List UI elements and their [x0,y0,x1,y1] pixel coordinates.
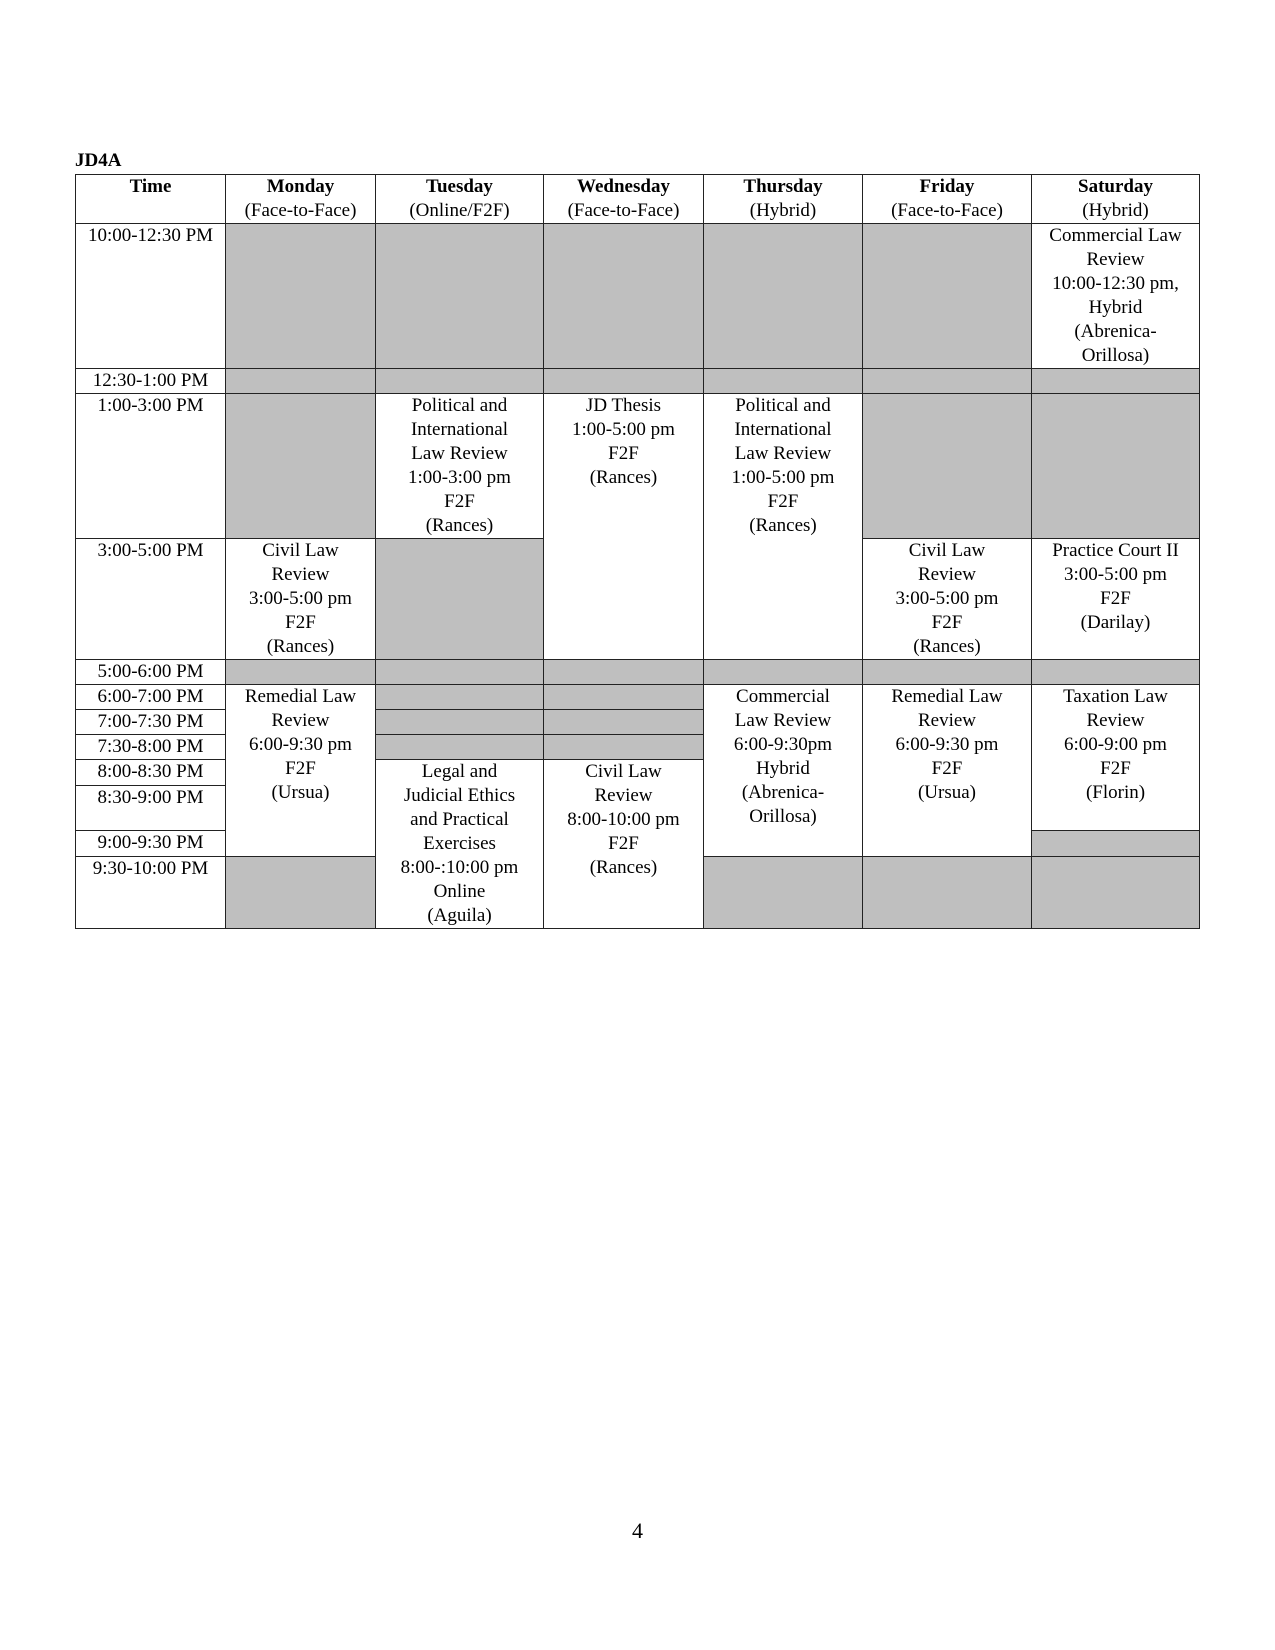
class-cell [544,394,704,660]
time-slot: 3:00-5:00 PM [76,539,226,660]
class-cell-line: (Darilay) [1080,612,1151,633]
class-cell-line: (Ursua) [917,782,977,803]
time-slot: 12:30-1:00 PM [76,369,226,394]
class-cell-line: JD Thesis [585,395,662,416]
empty-slot [376,224,544,369]
empty-slot [863,856,1032,928]
empty-slot [863,394,1032,539]
class-cell-line: Remedial Law [244,686,357,707]
empty-slot [1032,856,1200,928]
class-schedule-table [75,174,1200,929]
class-cell [376,394,544,539]
empty-slot [544,735,704,760]
class-cell-line: (Abrenica- [1074,321,1157,342]
class-cell-line: (Rances) [913,636,981,657]
class-cell-line: (Rances) [266,636,335,657]
class-cell [704,685,863,857]
time-slot: 9:00-9:30 PM [76,831,226,857]
empty-slot [544,660,704,685]
class-cell [863,539,1032,660]
class-cell-line: Taxation Law [1063,686,1168,707]
class-cell-line: Orillosa) [749,806,817,827]
class-cell-line: Law Review [411,443,508,464]
empty-slot [226,369,376,394]
class-cell-line: 6:00-9:30 pm [249,734,352,755]
time-slot: 9:30-10:00 PM [76,856,226,928]
empty-slot [376,660,544,685]
class-cell [544,760,704,929]
empty-slot [1032,660,1200,685]
empty-slot [544,224,704,369]
class-cell-line: 6:00-9:30 pm [895,734,999,755]
class-cell-line: Hybrid [1088,297,1143,318]
empty-slot [544,710,704,735]
class-cell-line: Law Review [734,710,832,731]
class-cell-line: 6:00-9:30pm [733,734,833,755]
header-thursday: Thursday (Hybrid) [704,175,863,224]
empty-slot [226,224,376,369]
class-cell-line: 3:00-5:00 pm [1064,564,1167,585]
empty-slot [376,369,544,394]
header-time: Time [76,175,226,224]
class-cell-line: 3:00-5:00 pm [249,588,352,609]
class-cell-line: (Aguila) [427,905,492,926]
class-cell-line: Remedial Law [891,686,1003,707]
class-cell-line: 6:00-9:00 pm [1064,734,1167,755]
class-cell-line: Exercises [423,833,496,854]
class-cell [1032,539,1200,660]
class-cell-line: F2F [1100,758,1131,779]
empty-slot [1032,394,1200,539]
class-cell-line: F2F [285,612,316,633]
class-cell [1032,224,1200,369]
empty-slot [1032,831,1200,857]
empty-slot [376,685,544,710]
class-cell [226,539,376,660]
class-cell-line: Orillosa) [1081,345,1150,366]
class-cell-line: Review [271,710,330,731]
class-cell-line: 8:00-10:00 pm [567,809,680,830]
empty-slot [376,710,544,735]
class-cell-line: (Ursua) [271,782,330,803]
class-cell-line: (Rances) [589,857,658,878]
class-cell-line: F2F [931,612,963,633]
empty-slot [704,660,863,685]
empty-slot [226,856,376,928]
class-cell-line: Hybrid [756,758,810,779]
class-cell-line: Commercial Law [1049,225,1182,246]
table-row [76,224,1200,369]
class-cell-line: (Rances) [589,467,658,488]
class-cell-line: International [410,419,509,440]
empty-slot [544,369,704,394]
class-cell-line: Review [594,785,653,806]
time-slot: 10:00-12:30 PM [76,224,226,369]
time-slot: 6:00-7:00 PM [76,685,226,710]
class-cell-line: Review [1086,710,1145,731]
class-cell-line: Review [917,710,977,731]
header-tuesday: Tuesday (Online/F2F) [376,175,544,224]
empty-slot [704,224,863,369]
class-cell-line: Online [433,881,486,902]
class-cell-line: International [734,419,832,440]
empty-slot [1032,369,1200,394]
header-saturday: Saturday (Hybrid) [1032,175,1200,224]
class-cell-line: Political and [735,395,831,416]
empty-slot [863,660,1032,685]
class-cell-line: Review [271,564,330,585]
class-cell-line: F2F [1100,588,1131,609]
class-cell-line: Review [917,564,977,585]
header-friday: Friday (Face-to-Face) [863,175,1032,224]
time-slot: 8:00-8:30 PM [76,760,226,786]
empty-slot [226,394,376,539]
empty-slot [226,660,376,685]
empty-slot [863,369,1032,394]
class-cell-line: Civil Law [262,540,339,561]
class-cell-line: Political and [411,395,508,416]
class-cell-line: 3:00-5:00 pm [895,588,999,609]
class-cell-line: (Florin) [1085,782,1146,803]
class-cell-line: F2F [444,491,475,512]
class-cell [226,685,376,857]
class-cell-line: F2F [767,491,799,512]
class-cell-line: F2F [931,758,963,779]
page-number: 4 [632,1518,643,1543]
header-monday: Monday (Face-to-Face) [226,175,376,224]
class-cell-line: 1:00-5:00 pm [572,419,675,440]
class-cell-line: Civil Law [585,761,662,782]
empty-slot [544,685,704,710]
class-cell-line: (Rances) [425,515,494,536]
class-cell-line: F2F [608,443,639,464]
time-slot: 5:00-6:00 PM [76,660,226,685]
time-slot: 1:00-3:00 PM [76,394,226,539]
time-slot: 7:30-8:00 PM [76,735,226,760]
table-row [76,685,1200,710]
class-cell [1032,685,1200,831]
class-cell-line: F2F [608,833,639,854]
class-cell-line: Practice Court II [1052,540,1179,561]
class-cell [863,685,1032,857]
empty-slot [704,856,863,928]
empty-slot [376,735,544,760]
class-cell-line: 1:00-3:00 pm [408,467,511,488]
class-cell [376,760,544,929]
class-cell-line: Legal and [421,761,498,782]
class-cell-line: and Practical [410,809,509,830]
class-cell-line: Commercial [736,686,830,707]
class-cell-line: Review [1086,249,1145,270]
empty-slot [863,224,1032,369]
class-cell-line: F2F [285,758,316,779]
table-row [76,660,1200,685]
class-cell-line: Law Review [734,443,832,464]
class-cell-line: (Abrenica- [741,782,825,803]
table-row [76,369,1200,394]
table-header-row [76,175,1200,224]
header-wednesday: Wednesday (Face-to-Face) [544,175,704,224]
time-slot: 7:00-7:30 PM [76,710,226,735]
class-cell-line: Civil Law [908,540,986,561]
class-cell-line: (Rances) [749,515,817,536]
class-cell [704,394,863,660]
section-title: JD4A [75,150,122,171]
time-slot: 8:30-9:00 PM [76,785,226,830]
class-cell-line: 8:00-:10:00 pm [400,857,519,878]
class-cell-line: Judicial Ethics [403,785,516,806]
class-cell-line: 10:00-12:30 pm, [1052,273,1179,294]
empty-slot [704,369,863,394]
class-cell-line: 1:00-5:00 pm [731,467,835,488]
empty-slot [376,539,544,660]
table-row [76,394,1200,539]
